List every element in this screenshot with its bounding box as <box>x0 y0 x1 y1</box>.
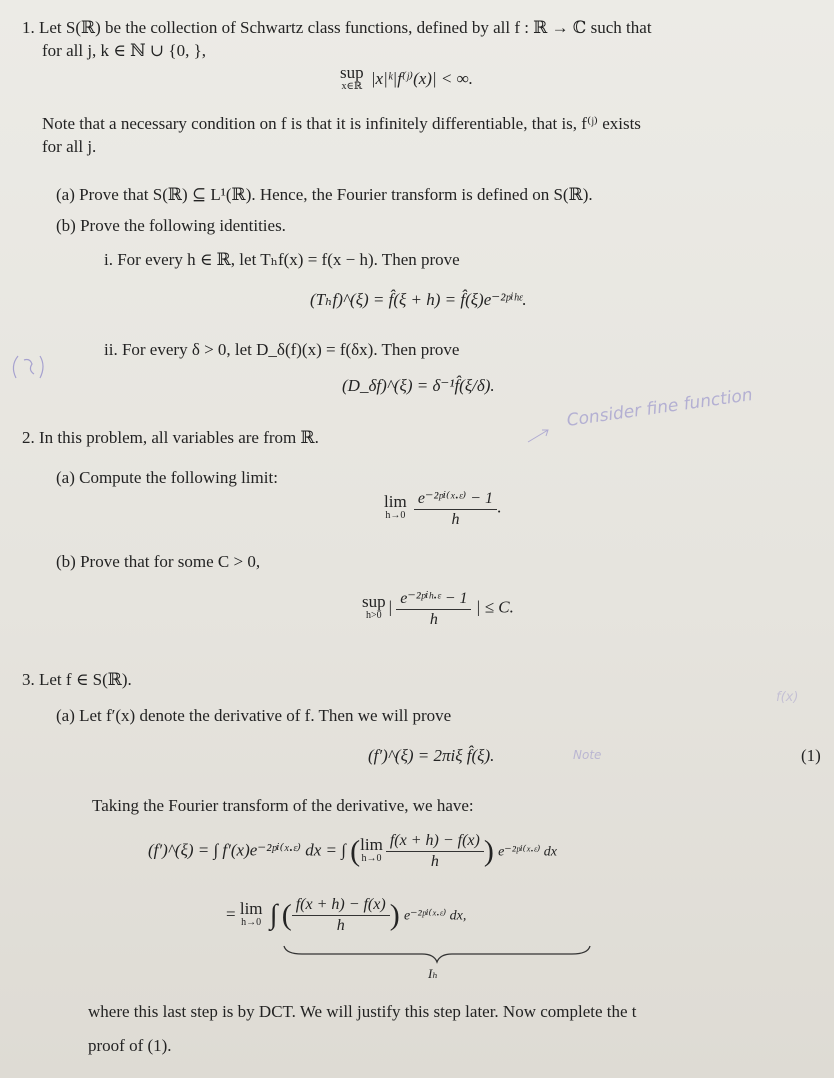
p1-part-b-i-equation: (Tₕf)^(ξ) = f̂(ξ + h) = f̂(ξ)e⁻²ᵖⁱʰᵋ. <box>310 290 527 309</box>
p1-condition-body: |x|ᵏ|f⁽ʲ⁾(x)| < ∞. <box>370 68 473 88</box>
p2-limit-numerator: e⁻²ᵖⁱ⁽ˣ·ᵋ⁾ − 1 <box>414 488 497 510</box>
p1-sup: sup <box>340 63 364 82</box>
p2-lim-sub: h→0 <box>385 509 406 521</box>
p3-intro: 3. Let f ∈ S(ℝ). <box>22 670 132 689</box>
p2-limit-expression: lim h→0 $\frac{\text{e⁻²ᵖⁱ⁽ˣ·ᵋ⁾ − 1}}{h}$ . <box>384 490 502 528</box>
p2-sup-numerator: e⁻²ᵖⁱʰ·ᵋ − 1 <box>396 588 471 610</box>
p2-part-b: (b) Prove that for some C > 0, <box>56 552 261 571</box>
p2-limit-denominator: h <box>451 511 460 528</box>
p1-part-b: (b) Prove the following identities. <box>56 216 286 235</box>
p3-line2-equals: = <box>226 904 236 924</box>
p3-part-a-equation: (f′)^(ξ) = 2πiξ f̂(ξ). <box>368 746 495 765</box>
pen-scribble-left <box>8 352 48 382</box>
p1-part-b-ii-equation: (D_δf)^(ξ) = δ⁻¹f̂(ξ/δ). <box>342 376 495 395</box>
p2-sup-expression: sup h>0 | $\frac{\text{e⁻²ᵖⁱʰ·ᵋ − 1}}{h}$ | ≤ C. <box>362 590 514 628</box>
p3-derivation-line1: (f′)^(ξ) = ∫ f′(x)e⁻²ᵖⁱ⁽ˣ·ᵋ⁾ dx = ∫ ( lim h→0 $\frac{f(x + h) - f(x)}{h}$ ) e⁻²ᵖⁱ⁽ˣ·ᵋ⁾ dx <box>148 832 558 870</box>
p1-part-b-i: i. For every h ∈ ℝ, let Tₕf(x) = f(x − h). Then prove <box>104 250 460 269</box>
p1-condition-equation <box>340 63 473 94</box>
handwritten-note-fine-function: Consider fine function <box>565 385 754 431</box>
p3-line2-lim: lim <box>239 898 263 918</box>
p3-where-line2: proof of (1). <box>88 1036 172 1055</box>
p3-line1-tail: e⁻²ᵖⁱ⁽ˣ·ᵋ⁾ dx <box>498 844 558 860</box>
p3-line2-lim-sub: h→0 <box>241 916 262 928</box>
p1-note-line1: Note that a necessary condition on f is that it is infinitely differentiable, that is, f⁽ʲ⁾ exists <box>42 114 641 133</box>
p3-derivation-line2: = lim h→0 ∫ ( $\frac{f(x + h) - f(x)}{h}$ ) e⁻²ᵖⁱ⁽ˣ·ᵋ⁾ dx, <box>226 896 467 934</box>
p3-line1-denominator: h <box>430 853 439 870</box>
p2-sup-rhs: | ≤ C. <box>475 597 514 617</box>
p1-part-a: (a) Prove that S(ℝ) ⊆ L¹(ℝ). Hence, the Fourier transform is defined on S(ℝ). <box>56 185 593 204</box>
p3-line1-lim: lim <box>360 834 383 854</box>
p3-line2-denominator: h <box>336 917 345 934</box>
p1-intro-line2: for all j, k ∈ ℕ ∪ {0, }, <box>42 41 206 60</box>
p3-line1-lhs: (f′)^(ξ) = ∫ f′(x)e⁻²ᵖⁱ⁽ˣ·ᵋ⁾ dx = ∫ <box>148 840 346 860</box>
p3-where-line1: where this last step is by DCT. We will justify this step later. Now complete the t <box>88 1002 637 1021</box>
pen-arrow <box>524 426 554 446</box>
p2-sup-denominator: h <box>429 611 438 628</box>
p2-lim: lim <box>384 491 407 511</box>
p3-line1-lim-sub: h→0 <box>361 852 382 864</box>
p2-part-a: (a) Compute the following limit: <box>56 468 278 487</box>
p2-sup-sub: h>0 <box>365 609 382 621</box>
underbrace-label: Iₕ <box>428 966 438 981</box>
p3-line1-numerator: f(x + h) − f(x) <box>386 832 484 852</box>
p3-equation-number: (1) <box>801 746 821 765</box>
p1-sup-sub: x∈ℝ <box>341 81 363 92</box>
p3-part-a: (a) Let f′(x) denote the derivative of f. Then we will prove <box>56 706 452 725</box>
p1-note-line2: for all j. <box>42 137 97 156</box>
underbrace <box>282 944 592 964</box>
handwritten-note-right: Note <box>573 748 602 762</box>
handwritten-note-margin: f(x) <box>776 690 799 705</box>
p3-taking-line: Taking the Fourier transform of the derivative, we have: <box>92 796 474 815</box>
p1-intro-line1: 1. Let S(ℝ) be the collection of Schwartz class functions, defined by all f : ℝ → ℂ such that <box>22 18 652 37</box>
p2-sup: sup <box>362 591 386 611</box>
p2-intro: 2. In this problem, all variables are from ℝ. <box>22 428 319 447</box>
p1-part-b-ii: ii. For every δ > 0, let D_δ(f)(x) = f(δx). Then prove <box>104 340 460 359</box>
p3-line2-numerator: f(x + h) − f(x) <box>292 896 390 916</box>
p3-line2-tail: e⁻²ᵖⁱ⁽ˣ·ᵋ⁾ dx, <box>403 908 467 924</box>
